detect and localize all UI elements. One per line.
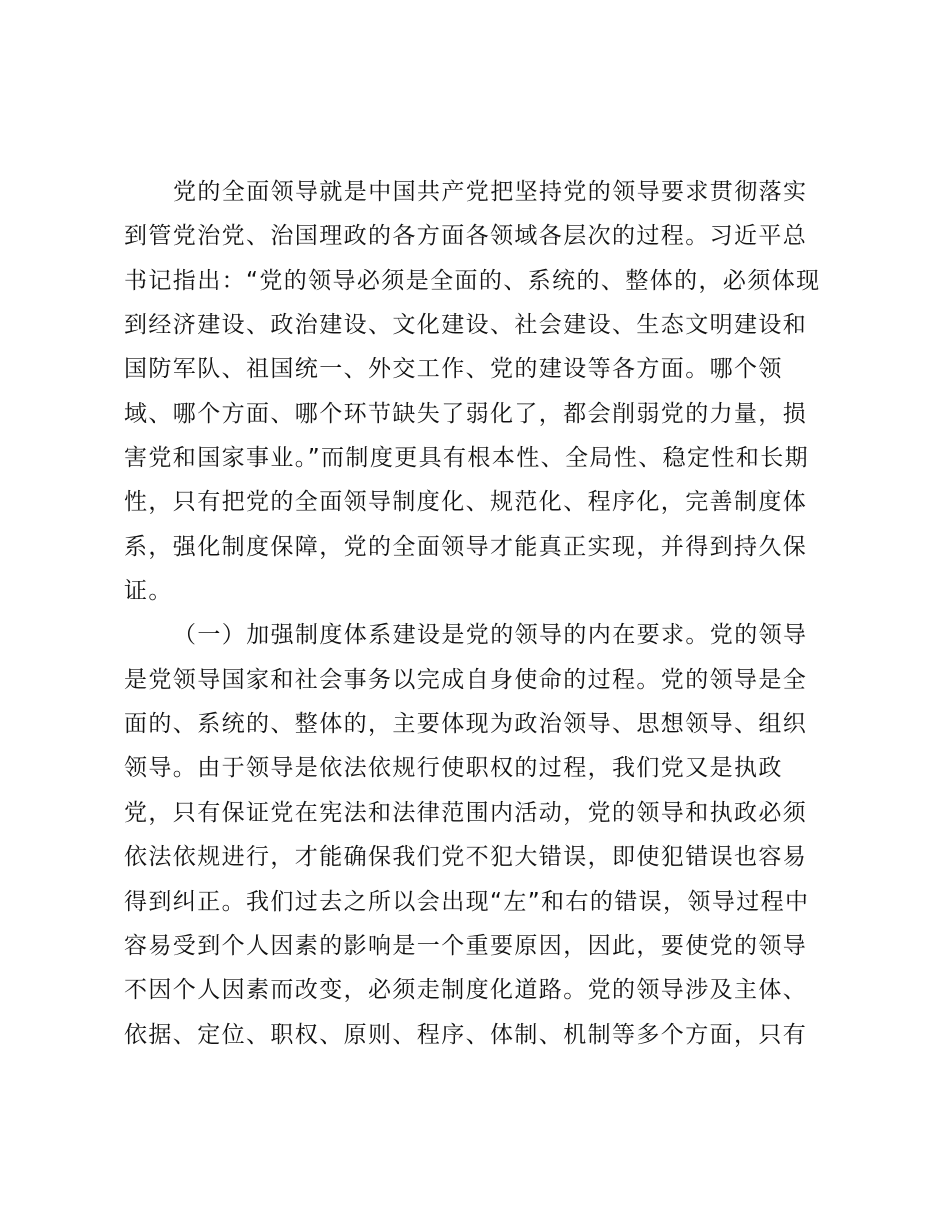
body-text: [124, 170, 836, 1057]
paragraph-2: [124, 613, 836, 1056]
text-line: 国防军队、祖国统一、外交工作、党的建设等各方面。哪个领: [124, 356, 783, 383]
text-line: 是党领导国家和社会事务以完成自身使命的过程。党的领导是全: [124, 666, 808, 693]
text-line: 性，只有把党的全面领导制度化、规范化、程序化，完善制度体: [124, 489, 808, 516]
text-line: 证。: [124, 578, 173, 605]
text-line: 依法依规进行，才能确保我们党不犯大错误，即使犯错误也容易: [124, 844, 808, 871]
text-line: 面的、系统的、整体的，主要体现为政治领导、思想领导、组织: [124, 711, 808, 738]
text-line: 到管党治党、治国理政的各方面各领域各层次的过程。习近平总: [124, 223, 808, 250]
text-line: 党，只有保证党在宪法和法律范围内活动，党的领导和执政必须: [124, 799, 808, 826]
text-line: 党的全面领导就是中国共产党把坚持党的领导要求贯彻落实: [173, 179, 808, 205]
text-line: 容易受到个人因素的影响是一个重要原因，因此，要使党的领导: [124, 932, 808, 959]
text-line: 系，强化制度保障，党的全面领导才能真正实现，并得到持久保: [124, 533, 808, 560]
text-line: 到经济建设、政治建设、文化建设、社会建设、生态文明建设和: [124, 312, 808, 339]
text-line: 害党和国家事业。”而制度更具有根本性、全局性、稳定性和长期: [124, 445, 810, 472]
text-line: 域、哪个方面、哪个环节缺失了弱化了，都会削弱党的力量，损: [124, 400, 808, 427]
text-line: 得到纠正。我们过去之所以会出现“左”和右的错误，领导过程中: [124, 888, 810, 915]
paragraph-1: [124, 170, 836, 613]
text-line: 依据、定位、职权、原则、程序、体制、机制等多个方面，只有: [124, 1021, 808, 1048]
text-line: 不因个人因素而改变，必须走制度化道路。党的领导涉及主体、: [124, 977, 808, 1004]
text-line: （一）加强制度体系建设是党的领导的内在要求。党的领导: [173, 622, 808, 649]
text-line: 领导。由于领导是依法依规行使职权的过程，我们党又是执政: [124, 755, 783, 782]
text-line: 书记指出：“党的领导必须是全面的、系统的、整体的，必须体现: [124, 267, 821, 294]
